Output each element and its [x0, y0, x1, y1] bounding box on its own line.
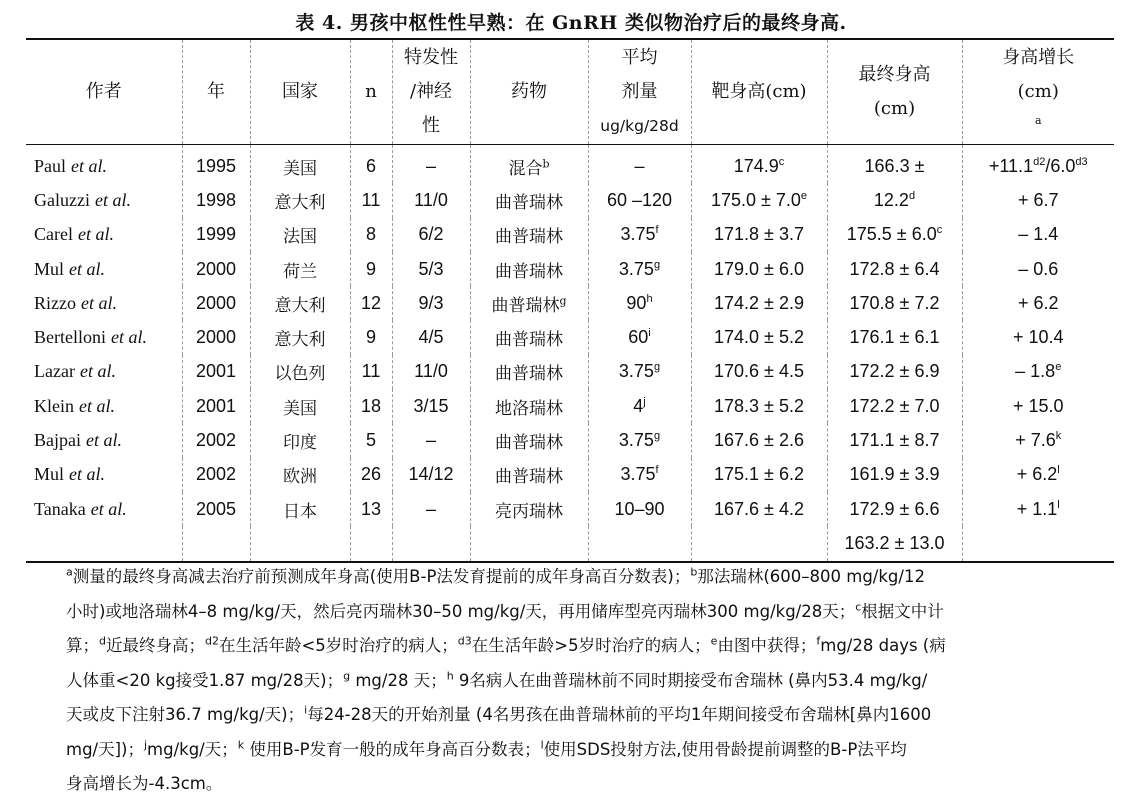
- cell-n: 9: [350, 252, 392, 286]
- cell-height-gain: + 6.7: [962, 183, 1114, 217]
- table-row: [26, 145, 1114, 184]
- cell-drug: 曲普瑞林: [470, 458, 588, 492]
- footnotes: [66, 560, 1076, 802]
- cell-country: 法国: [250, 218, 350, 252]
- cell-author: Bertelloni et al.: [34, 327, 147, 348]
- cell-year: 2001: [182, 389, 250, 423]
- cell-year: 1995: [182, 145, 250, 184]
- cell-idiopathic-ratio: 5/3: [392, 252, 470, 286]
- footnote-line: mg/天])；$^j$mg/kg/天；$^k$ 使用B-P发育一般的成年身高百分数表；$^l$使用SDS投射方法,使用骨龄提前调整的B-P法平均: [66, 738, 907, 759]
- cell-final-height: 166.3 ±: [827, 145, 962, 184]
- table-row: [26, 252, 1114, 286]
- cell-n: 13: [350, 492, 392, 526]
- table-body: [26, 145, 1114, 562]
- cell-height-gain: + 15.0: [962, 389, 1114, 423]
- footnote-line: 人体重<20 kg接受1.87 mg/28天)；$^g$ mg/28 天；$^h$ 9名病人在曲普瑞林前不同时期接受布舍瑞林 (鼻内53.4 mg/kg/: [66, 669, 928, 690]
- cell-year: 2001: [182, 355, 250, 389]
- cell-height-gain: + 6.2: [962, 286, 1114, 320]
- col-header-height-gain: 身高增长 (cm) $^a$: [962, 39, 1114, 145]
- table-row: [26, 389, 1114, 423]
- cell-dose: 60$^i$: [588, 320, 691, 354]
- cell-n: 11: [350, 183, 392, 217]
- col-header-target-height: 靶身高(cm): [691, 39, 827, 145]
- cell-author: Bajpai et al.: [34, 430, 122, 451]
- cell-n: 6: [350, 145, 392, 184]
- cell-author: Mul et al.: [34, 464, 106, 485]
- cell-n: 9: [350, 320, 392, 354]
- cell-final-height: 170.8 ± 7.2: [827, 286, 962, 320]
- col-header-n: n: [350, 39, 392, 145]
- cell-idiopathic-ratio: –: [392, 423, 470, 457]
- cell-year: 2002: [182, 458, 250, 492]
- table-row: [26, 355, 1114, 389]
- cell-author: Carel et al.: [34, 224, 114, 245]
- cell-height-gain: [962, 526, 1114, 561]
- cell-final-height: 161.9 ± 3.9: [827, 458, 962, 492]
- cell-target-height: [691, 526, 827, 561]
- cell-author: [26, 526, 182, 561]
- col-header-author: 作者: [26, 39, 182, 145]
- cell-year: 1999: [182, 218, 250, 252]
- cell-final-height: 12.2$^d$: [827, 183, 962, 217]
- cell-height-gain: + $7.6^k$: [962, 423, 1114, 457]
- col-header-country: 国家: [250, 39, 350, 145]
- table-row: [26, 286, 1114, 320]
- cell-final-height: 172.8 ± 6.4: [827, 252, 962, 286]
- cell-height-gain: + 10.4: [962, 320, 1114, 354]
- final-height-table: [26, 38, 1114, 563]
- cell-country: 荷兰: [250, 252, 350, 286]
- cell-final-height: 175.5 ± 6.0$^c$: [827, 218, 962, 252]
- cell-final-height: 171.1 ± 8.7: [827, 423, 962, 457]
- cell-dose: –: [588, 145, 691, 184]
- cell-year: 2000: [182, 286, 250, 320]
- footnote-line: 小时)或地洛瑞林4–8 mg/kg/天，然后亮丙瑞林30–50 mg/kg/天，再用储库型亮丙瑞林300 mg/kg/28天；$^c$根据文中计: [66, 600, 944, 621]
- cell-drug: [470, 526, 588, 561]
- cell-author: Rizzo et al.: [34, 292, 117, 313]
- cell-idiopathic-ratio: 14/12: [392, 458, 470, 492]
- cell-drug: 地洛瑞林: [470, 389, 588, 423]
- table-row: [26, 458, 1114, 492]
- col-header-dose: 平均 剂量 ug/kg/28d: [588, 39, 691, 145]
- cell-author: Galuzzi et al.: [34, 189, 131, 210]
- cell-drug: 曲普瑞林: [470, 183, 588, 217]
- cell-author: Paul et al.: [34, 155, 108, 176]
- cell-country: 意大利: [250, 286, 350, 320]
- cell-country: 印度: [250, 423, 350, 457]
- table-row: [26, 526, 1114, 561]
- cell-target-height: 175.1 ± 6.2: [691, 458, 827, 492]
- cell-idiopathic-ratio: [392, 526, 470, 561]
- table-row: [26, 492, 1114, 526]
- cell-dose: 60 –120: [588, 183, 691, 217]
- col-header-year: 年: [182, 39, 250, 145]
- cell-height-gain: – 1.8e: [962, 355, 1114, 389]
- cell-author: Tanaka et al.: [34, 498, 127, 519]
- cell-author: Klein et al.: [34, 395, 115, 416]
- col-header-final-height: 最终身高 (cm): [827, 39, 962, 145]
- cell-year: 2000: [182, 252, 250, 286]
- cell-dose: [588, 526, 691, 561]
- cell-drug: 曲普瑞林$^g$: [470, 286, 588, 320]
- footnote-line: 身高增长为-4.3cm。: [66, 774, 223, 793]
- footnote-line: $^a$测量的最终身高减去治疗前预测成年身高(使用B-P法发育提前的成年身高百分数表)；$^b$那法瑞林(600–800 mg/kg/12: [66, 565, 925, 586]
- cell-height-gain: – 0.6: [962, 252, 1114, 286]
- cell-idiopathic-ratio: 11/0: [392, 183, 470, 217]
- cell-country: 意大利: [250, 320, 350, 354]
- cell-n: 8: [350, 218, 392, 252]
- cell-idiopathic-ratio: 11/0: [392, 355, 470, 389]
- cell-n: [350, 526, 392, 561]
- footnote-line: 算；$^d$近最终身高；$^{d2}$在生活年龄<5岁时治疗的病人；$^{d3}$在生活年龄>5岁时治疗的病人；$^e$由图中获得；$^f$mg/28 days (病: [66, 634, 946, 655]
- cell-drug: 曲普瑞林: [470, 355, 588, 389]
- table-row: [26, 320, 1114, 354]
- table-row: [26, 183, 1114, 217]
- cell-target-height: 175.0 ± 7.0$^e$: [691, 183, 827, 217]
- cell-target-height: 167.6 ± 4.2: [691, 492, 827, 526]
- cell-height-gain: – 1.4: [962, 218, 1114, 252]
- cell-drug: 曲普瑞林: [470, 252, 588, 286]
- cell-dose: 90$^h$: [588, 286, 691, 320]
- cell-idiopathic-ratio: 6/2: [392, 218, 470, 252]
- footnote-line: 天或皮下注射36.7 mg/kg/天)；$^i$每24-28天的开始剂量 (4名男孩在曲普瑞林前的平均1年期间接受布舍瑞林[鼻内1600: [66, 703, 932, 724]
- cell-country: 美国: [250, 389, 350, 423]
- cell-country: 美国: [250, 145, 350, 184]
- cell-idiopathic-ratio: 3/15: [392, 389, 470, 423]
- cell-drug: 曲普瑞林: [470, 320, 588, 354]
- cell-year: [182, 526, 250, 561]
- table-row: [26, 218, 1114, 252]
- cell-n: 11: [350, 355, 392, 389]
- cell-year: 2002: [182, 423, 250, 457]
- cell-idiopathic-ratio: –: [392, 492, 470, 526]
- cell-final-height: 163.2 ± 13.0: [827, 526, 962, 561]
- cell-year: 2000: [182, 320, 250, 354]
- cell-drug: 曲普瑞林: [470, 218, 588, 252]
- cell-dose: 3.75$^f$: [588, 218, 691, 252]
- cell-final-height: 172.9 ± 6.6: [827, 492, 962, 526]
- cell-n: 18: [350, 389, 392, 423]
- cell-target-height: 174.2 ± 2.9: [691, 286, 827, 320]
- cell-height-gain: + $6.2^l$: [962, 458, 1114, 492]
- cell-height-gain: $+11.1^{d2}/6.0^{d3}$: [962, 145, 1114, 184]
- cell-dose: 10–90: [588, 492, 691, 526]
- table-row: [26, 423, 1114, 457]
- cell-height-gain: + $1.1^l$: [962, 492, 1114, 526]
- cell-target-height: 171.8 ± 3.7: [691, 218, 827, 252]
- cell-dose: 3.75$^g$: [588, 423, 691, 457]
- cell-final-height: 172.2 ± 6.9: [827, 355, 962, 389]
- cell-year: 2005: [182, 492, 250, 526]
- col-header-drug: 药物: [470, 39, 588, 145]
- cell-country: 欧洲: [250, 458, 350, 492]
- cell-idiopathic-ratio: –: [392, 145, 470, 184]
- header-row: [26, 39, 1114, 145]
- cell-target-height: 179.0 ± 6.0: [691, 252, 827, 286]
- cell-n: 26: [350, 458, 392, 492]
- cell-target-height: 178.3 ± 5.2: [691, 389, 827, 423]
- cell-drug: 亮丙瑞林: [470, 492, 588, 526]
- cell-country: [250, 526, 350, 561]
- cell-drug: 曲普瑞林: [470, 423, 588, 457]
- cell-dose: 3.75$^g$: [588, 355, 691, 389]
- table-title: 表 4. 男孩中枢性性早熟：在 GnRH 类似物治疗后的最终身高.: [295, 12, 847, 34]
- cell-country: 日本: [250, 492, 350, 526]
- cell-year: 1998: [182, 183, 250, 217]
- cell-idiopathic-ratio: 9/3: [392, 286, 470, 320]
- cell-final-height: 176.1 ± 6.1: [827, 320, 962, 354]
- cell-dose: 4$^j$: [588, 389, 691, 423]
- cell-target-height: 167.6 ± 2.6: [691, 423, 827, 457]
- cell-dose: 3.75$^g$: [588, 252, 691, 286]
- cell-n: 5: [350, 423, 392, 457]
- col-header-idiopathic: 特发性 /神经 性: [392, 39, 470, 145]
- cell-target-height: 170.6 ± 4.5: [691, 355, 827, 389]
- cell-n: 12: [350, 286, 392, 320]
- cell-country: 意大利: [250, 183, 350, 217]
- cell-target-height: 174.9$^c$: [691, 145, 827, 184]
- cell-final-height: 172.2 ± 7.0: [827, 389, 962, 423]
- cell-idiopathic-ratio: 4/5: [392, 320, 470, 354]
- cell-author: Mul et al.: [34, 258, 106, 279]
- cell-country: 以色列: [250, 355, 350, 389]
- cell-author: Lazar et al.: [34, 361, 116, 382]
- cell-target-height: 174.0 ± 5.2: [691, 320, 827, 354]
- cell-drug: 混合$^b$: [470, 145, 588, 184]
- cell-dose: 3.75$^f$: [588, 458, 691, 492]
